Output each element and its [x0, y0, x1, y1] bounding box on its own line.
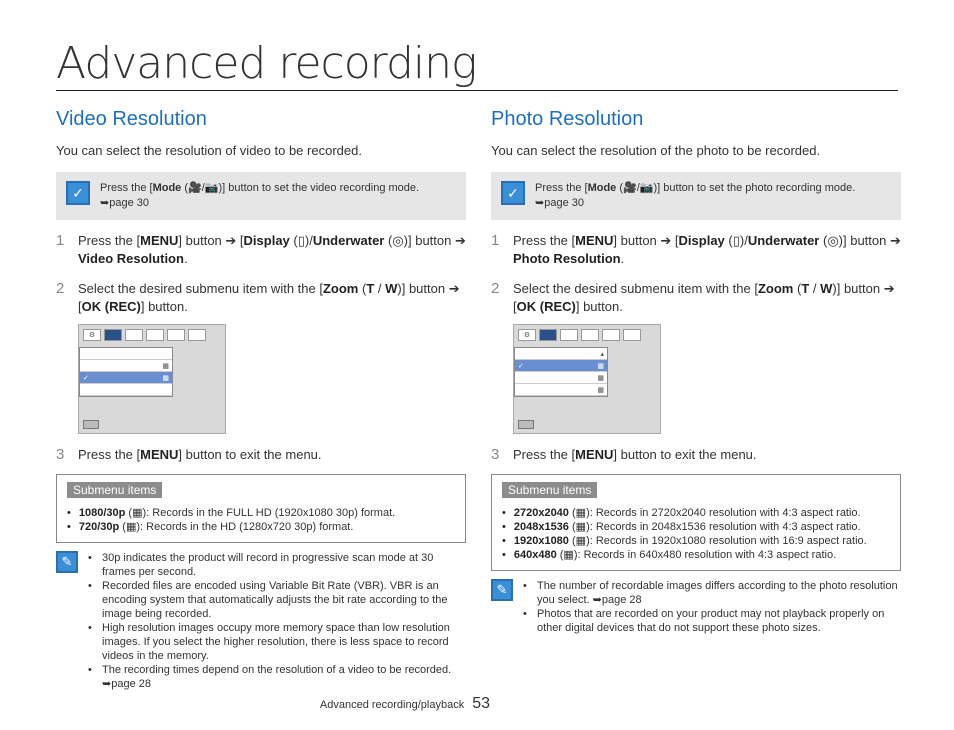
step-1: 1 Press the [MENU] button ➔ [Display (▯)/Underwater (◎)] button ➔ Video Resolution. [56, 232, 466, 266]
tab-icon [560, 329, 578, 341]
underwater-icon: ◎ [827, 233, 839, 248]
resolution-tab-icon [539, 329, 557, 341]
pencil-note-icon: ✎ [56, 551, 78, 573]
step-1: 1 Press the [MENU] button ➔ [Display (▯)/Underwater (◎)] button ➔ Photo Resolution. [491, 232, 901, 266]
submenu-title: Submenu items [67, 482, 162, 498]
tab-icon [167, 329, 185, 341]
list-item: • High resolution images occupy more memory space than low resolution images. If you select the higher resolution, there is less space to record videos in the memory. [88, 621, 466, 663]
submenu-list [502, 506, 890, 562]
tip-list [523, 579, 901, 635]
settings-tab-icon: ⚙ [518, 329, 536, 341]
pencil-note-icon: ✎ [491, 579, 513, 601]
footer-label: Advanced recording/playback [319, 699, 465, 711]
list-item: • The recording times depend on the resolution of a video to be recorded. ➥page 28 [88, 663, 466, 691]
tab-icon [188, 329, 206, 341]
resolution-icon: ▦ [132, 507, 143, 519]
tab-icon [146, 329, 164, 341]
resolution-tab-icon [104, 329, 122, 341]
tip-list [88, 551, 466, 691]
submenu-box [56, 474, 466, 543]
menu-button-icon [518, 420, 534, 429]
step-2: 2 Select the desired submenu item with the [Zoom (T / W)] button ➔ [OK (REC)] button. [56, 280, 460, 314]
section-title: Video Resolution [56, 108, 207, 130]
menu-row [80, 348, 172, 360]
tab-icon [581, 329, 599, 341]
tab-icon [623, 329, 641, 341]
list-item: • 1920x1080 (▦): Records in 1920x1080 resolution with 16:9 aspect ratio. [502, 534, 890, 548]
step-2: 2 Select the desired submenu item with the [Zoom (T / W)] button ➔ [OK (REC)] button. [491, 280, 895, 314]
photo-resolution-section [491, 108, 901, 635]
note-text: Press the [Mode (🎥/📷)] button to set the video recording mode. ➥page 30 [100, 182, 420, 209]
camcorder-icon: 🎥 [623, 182, 637, 194]
list-item: • 720/30p (▦): Records in the HD (1280x720 30p) format. [67, 520, 455, 534]
resolution-icon: ▦ [575, 521, 587, 533]
page-footer [320, 695, 490, 713]
title-divider [56, 90, 898, 91]
list-item: • 2048x1536 (▦): Records in 2048x1536 resolution with 4:3 aspect ratio. [502, 520, 890, 534]
menu-tabs [518, 329, 656, 343]
menu-list [79, 347, 173, 397]
camera-icon: 📷 [204, 182, 219, 194]
checkmark-note-icon: ✓ [501, 181, 525, 205]
page-number: 53 [472, 695, 490, 712]
resolution-icon: ▦ [575, 535, 587, 547]
display-icon: ▯ [732, 233, 740, 248]
menu-row-selected: ✓ ▦ [80, 372, 172, 384]
display-icon: ▯ [297, 233, 305, 248]
menu-screenshot [78, 324, 226, 434]
menu-row: ▦ [80, 360, 172, 372]
menu-row-selected: ✓ ▦ [515, 360, 607, 372]
menu-row: ▦ [515, 384, 607, 396]
checkmark-note-icon: ✓ [66, 181, 90, 205]
camera-icon: 📷 [639, 182, 654, 194]
menu-button-icon [83, 420, 99, 429]
menu-row: ▦ [515, 372, 607, 384]
settings-tab-icon: ⚙ [83, 329, 101, 341]
tip-block [491, 579, 901, 635]
resolution-icon: ▦ [575, 507, 587, 519]
underwater-icon: ◎ [392, 233, 404, 248]
list-item: • Recorded files are encoded using Variable Bit Rate (VBR). VBR is an encoding system that automatically adjusts the bit rate according to the image being recorded. [88, 579, 466, 621]
resolution-icon: ▦ [563, 549, 574, 561]
tab-icon [125, 329, 143, 341]
camcorder-icon: 🎥 [188, 182, 202, 194]
list-item: • 1080/30p (▦): Records in the FULL HD (1920x1080 30p) format. [67, 506, 455, 520]
menu-row [80, 384, 172, 396]
menu-screenshot [513, 324, 661, 434]
intro-text: You can select the resolution of the photo to be recorded. [491, 143, 821, 158]
resolution-icon: ▦ [125, 521, 137, 533]
section-title: Photo Resolution [491, 108, 644, 130]
video-resolution-section [56, 108, 466, 691]
list-item: • The number of recordable images differs according to the photo resolution you select. ➥page 28 [523, 579, 901, 607]
tip-block [56, 551, 466, 691]
submenu-title: Submenu items [502, 482, 597, 498]
page-title: Advanced recording [56, 38, 477, 89]
note-box [56, 172, 466, 220]
submenu-list [67, 506, 455, 534]
list-item: • 30p indicates the product will record in progressive scan mode at 30 frames per second. [88, 551, 466, 579]
submenu-box [491, 474, 901, 571]
intro-text: You can select the resolution of video to be recorded. [56, 143, 362, 158]
tab-icon [602, 329, 620, 341]
step-3: 3 Press the [MENU] button to exit the menu. [56, 446, 322, 463]
list-item: • 640x480 (▦): Records in 640x480 resolution with 4:3 aspect ratio. [502, 548, 890, 562]
step-3: 3 Press the [MENU] button to exit the menu. [491, 446, 757, 463]
menu-row: ▴ [515, 348, 607, 360]
menu-list [514, 347, 608, 397]
list-item: • 2720x2040 (▦): Records in 2720x2040 resolution with 4:3 aspect ratio. [502, 506, 890, 520]
note-box [491, 172, 901, 220]
list-item: • Photos that are recorded on your product may not playback properly on other digital devices that do not support these photo sizes. [523, 607, 901, 635]
menu-tabs [83, 329, 221, 343]
note-text: Press the [Mode (🎥/📷)] button to set the photo recording mode. ➥page 30 [535, 182, 856, 209]
